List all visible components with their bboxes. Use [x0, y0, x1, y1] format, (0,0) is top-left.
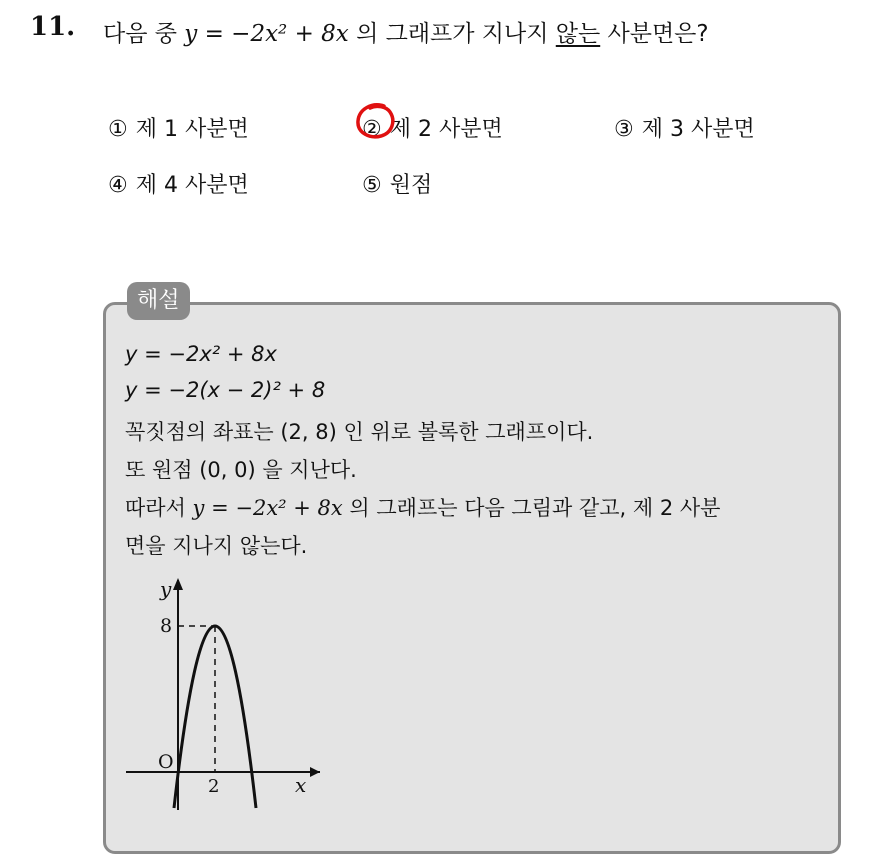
choice-1[interactable]	[108, 112, 249, 143]
choice-3[interactable]	[614, 112, 755, 143]
x-axis-label: x	[295, 773, 307, 797]
x-axis-arrow-icon	[310, 767, 320, 777]
question-text-after: 사분면은?	[600, 21, 709, 47]
question-underlined-word: 않는	[555, 21, 601, 47]
choice-2-number: ②	[362, 117, 382, 142]
question-text	[103, 15, 709, 48]
origin-label: O	[158, 751, 174, 773]
choice-4[interactable]	[108, 168, 249, 199]
solution-line-5-equation: y = −2x² + 8x	[192, 496, 343, 520]
choice-5-label: 원점	[389, 173, 433, 198]
choice-2-label: 제 2 사분면	[389, 117, 503, 142]
solution-line-5	[125, 492, 720, 522]
question-equation: y = −2x² + 8x	[184, 21, 349, 47]
parabola-graph	[120, 570, 340, 820]
choice-4-label: 제 4 사분면	[135, 173, 249, 198]
solution-tag: 해설	[127, 282, 190, 320]
y-tick-label: 8	[160, 615, 173, 637]
choice-1-label: 제 1 사분면	[135, 117, 249, 142]
choice-1-number: ①	[108, 117, 128, 142]
solution-line-5-before: 따라서	[125, 496, 193, 520]
solution-line-5-after: 의 그래프는 다음 그림과 같고, 제 2 사분	[342, 496, 721, 520]
choice-3-number: ③	[614, 117, 634, 142]
choice-3-label: 제 3 사분면	[641, 117, 755, 142]
question-text-before: 다음 중	[103, 21, 185, 47]
x-tick-label: 2	[208, 776, 220, 797]
solution-line-2: y = −2(x − 2)² + 8	[125, 378, 326, 402]
question-text-middle: 의 그래프가 지나지	[348, 21, 556, 47]
y-axis-arrow-icon	[173, 578, 183, 590]
y-axis-label: y	[160, 577, 172, 601]
question-number: 11.	[30, 12, 76, 42]
choice-4-number: ④	[108, 173, 128, 198]
solution-line-4: 또 원점 (0, 0) 을 지난다.	[125, 458, 357, 482]
solution-line-1: y = −2x² + 8x	[125, 342, 277, 366]
choice-2[interactable]	[362, 112, 503, 143]
choice-5-number: ⑤	[362, 173, 382, 198]
solution-line-6: 면을 지나지 않는다.	[125, 534, 308, 558]
choice-5[interactable]	[362, 168, 432, 199]
solution-line-3: 꼭짓점의 좌표는 (2, 8) 인 위로 볼록한 그래프이다.	[125, 420, 594, 444]
